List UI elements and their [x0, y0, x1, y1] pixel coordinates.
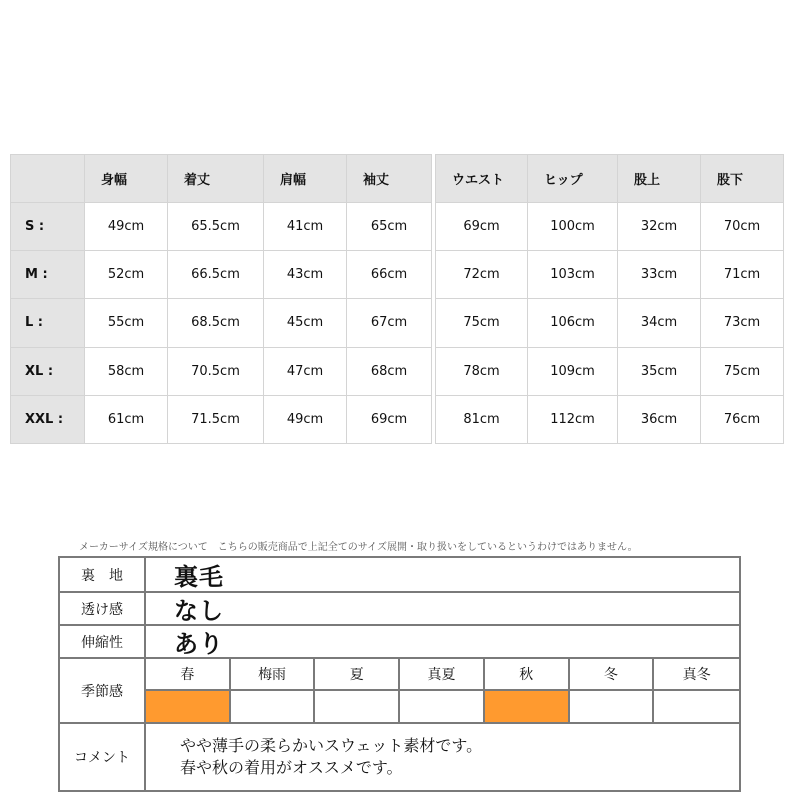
size-table-header-row — [436, 155, 784, 203]
table-cell: 109cm — [528, 347, 618, 395]
table-cell: 43cm — [264, 251, 347, 299]
table-row — [11, 251, 432, 299]
table-cell: 68.5cm — [168, 299, 264, 347]
column-header: 股上 — [618, 155, 701, 203]
column-header: ウエスト — [436, 155, 528, 203]
table-cell: 34cm — [618, 299, 701, 347]
spec-label: 裏 地 — [60, 558, 146, 591]
season-indicator — [400, 691, 485, 722]
column-header: 身幅 — [85, 155, 168, 203]
table-cell: 67cm — [347, 299, 432, 347]
table-row — [436, 347, 784, 395]
season-header: 梅雨 — [231, 659, 316, 691]
table-row — [436, 203, 784, 251]
table-cell: 72cm — [436, 251, 528, 299]
season-header: 冬 — [570, 659, 655, 691]
table-cell: 65cm — [347, 203, 432, 251]
table-cell: 69cm — [347, 395, 432, 443]
spec-label: 透け感 — [60, 593, 146, 624]
table-cell: 71.5cm — [168, 395, 264, 443]
table-row — [436, 299, 784, 347]
table-cell: 73cm — [701, 299, 784, 347]
table-cell: 70cm — [701, 203, 784, 251]
season-indicator — [146, 691, 231, 722]
column-header: 着丈 — [168, 155, 264, 203]
table-cell: 49cm — [85, 203, 168, 251]
size-table-header-row — [11, 155, 432, 203]
column-header: 袖丈 — [347, 155, 432, 203]
table-cell: 100cm — [528, 203, 618, 251]
spec-row-season — [60, 659, 739, 724]
comment-line: やや薄手の柔らかいスウェット素材です。 — [180, 736, 483, 755]
spec-value: あり — [174, 630, 224, 658]
comment-line: 春や秋の着用がオススメです。 — [180, 758, 403, 777]
table-cell: 75cm — [701, 347, 784, 395]
table-cell: 49cm — [264, 395, 347, 443]
spec-row-comment — [60, 724, 739, 790]
spec-label: コメント — [60, 724, 146, 790]
season-header: 秋 — [485, 659, 570, 691]
size-note: メーカーサイズ規格について こちらの販売商品で上記全てのサイズ展開・取り扱いをしているというわけではありません。 — [79, 542, 638, 553]
table-row — [11, 347, 432, 395]
column-header: 股下 — [701, 155, 784, 203]
season-indicator — [570, 691, 655, 722]
size-table-bottoms — [435, 154, 784, 444]
table-cell: 36cm — [618, 395, 701, 443]
size-label: XL : — [11, 347, 85, 395]
season-indicator — [231, 691, 316, 722]
size-label: XXL : — [11, 395, 85, 443]
table-cell: 65.5cm — [168, 203, 264, 251]
table-cell: 35cm — [618, 347, 701, 395]
table-cell: 41cm — [264, 203, 347, 251]
spec-row-stretch — [60, 626, 739, 659]
table-cell: 71cm — [701, 251, 784, 299]
table-cell: 47cm — [264, 347, 347, 395]
table-row — [436, 251, 784, 299]
table-cell: 52cm — [85, 251, 168, 299]
table-cell: 69cm — [436, 203, 528, 251]
table-cell: 106cm — [528, 299, 618, 347]
table-cell: 75cm — [436, 299, 528, 347]
table-cell: 76cm — [701, 395, 784, 443]
spec-value: 裏毛 — [174, 563, 224, 591]
size-table-tops — [10, 154, 432, 444]
table-cell: 66cm — [347, 251, 432, 299]
table-row — [11, 203, 432, 251]
season-header: 夏 — [315, 659, 400, 691]
table-cell: 112cm — [528, 395, 618, 443]
table-row — [11, 299, 432, 347]
table-cell: 45cm — [264, 299, 347, 347]
size-chart — [10, 154, 780, 444]
table-cell: 33cm — [618, 251, 701, 299]
table-cell: 55cm — [85, 299, 168, 347]
table-cell: 78cm — [436, 347, 528, 395]
size-label: L : — [11, 299, 85, 347]
material-spec-table — [58, 556, 741, 792]
comment-text — [146, 724, 739, 790]
column-header: 肩幅 — [264, 155, 347, 203]
size-label: S : — [11, 203, 85, 251]
season-indicator — [485, 691, 570, 722]
season-header: 真夏 — [400, 659, 485, 691]
spec-value: なし — [174, 597, 224, 625]
season-indicator — [315, 691, 400, 722]
column-header: ヒップ — [528, 155, 618, 203]
table-row — [436, 395, 784, 443]
season-header: 真冬 — [654, 659, 739, 691]
table-cell: 68cm — [347, 347, 432, 395]
spec-label: 季節感 — [60, 659, 146, 722]
season-header: 春 — [146, 659, 231, 691]
table-cell: 58cm — [85, 347, 168, 395]
spec-label: 伸縮性 — [60, 626, 146, 657]
spec-row-sheer — [60, 593, 739, 626]
table-cell: 81cm — [436, 395, 528, 443]
table-cell: 66.5cm — [168, 251, 264, 299]
table-cell: 61cm — [85, 395, 168, 443]
table-cell: 32cm — [618, 203, 701, 251]
size-label: M : — [11, 251, 85, 299]
season-grid — [146, 659, 739, 722]
table-row — [11, 395, 432, 443]
table-cell: 103cm — [528, 251, 618, 299]
spec-row-lining — [60, 558, 739, 593]
table-cell: 70.5cm — [168, 347, 264, 395]
corner-cell — [11, 155, 85, 203]
season-indicator — [654, 691, 739, 722]
